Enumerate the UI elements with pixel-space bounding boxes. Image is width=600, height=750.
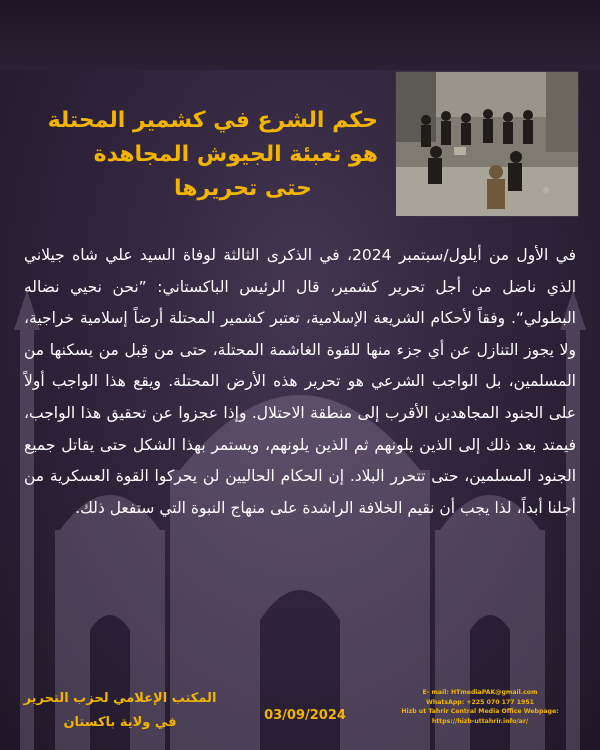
contact-info (380, 688, 580, 726)
news-photo (395, 71, 579, 217)
contact-email: E- mail: HTmediaPAK@gmail.com (422, 689, 538, 696)
publish-date: 03/09/2024 (264, 708, 346, 723)
media-office (20, 687, 220, 735)
webpage-url: https://hizb-uttahrir.info/ar/ (431, 717, 529, 725)
headline-line-2: هو تعبئة الجيوش المجاهدة (93, 142, 378, 167)
article-body: في الأول من أيلول/سبتمبر 2024، في الذكرى الثالثة لوفاة السيد علي شاه جيلاني الذي ناضل من أجل تحرير كشمير، قال الرئيس الباكستاني: ”نحن نحيي نضاله البطولي“. وفقاً لأحكام الشريعة الإسلامية، تعتبر كشمير المحتلة أرضاً إسلامية خراجية، ولا يجوز التنازل عن أي جزء منها للقوة الغاشمة المحتلة، حتى من قِبل من يسكنها من المسلمين، بل الواجب الشرعي هو تحرير هذه الأرض المحتلة. ويقع هذا الواجب أولاً على الجنود المجاهدين الأقرب إلى منطقة الاحتلال. وإذا عجزوا عن تحقيق هذا الواجب، فيمتد بعد ذلك إلى الذين يلونهم ثم الذين يلونهم، ويستمر بهذا الشكل حتى يقاتل جميع الجنود المسلمين، حتى تتحرر البلاد. إن الحكام الحاليين لن يحركوا القوة العسكرية من أجلنا أبداً، لذا يجب أن نقيم الخلافة الراشدة على منهاج النبوة التي ستفعل ذلك. (24, 246, 577, 517)
media-office-name: المكتب الإعلامي لحزب التحرير (23, 691, 217, 706)
top-band (0, 0, 600, 70)
webpage-label: Hizb ut Tahrir Central Media Office Webpage: (401, 708, 559, 715)
headline-line-3: حتى تحريرها (173, 176, 312, 201)
headline-line-1: حكم الشرع في كشمير المحتلة (47, 108, 378, 133)
media-office-region: في ولاية باكستان (63, 715, 177, 730)
headline (47, 104, 378, 206)
contact-whatsapp: WhatsApp: +225 070 177 1951 (426, 698, 534, 706)
